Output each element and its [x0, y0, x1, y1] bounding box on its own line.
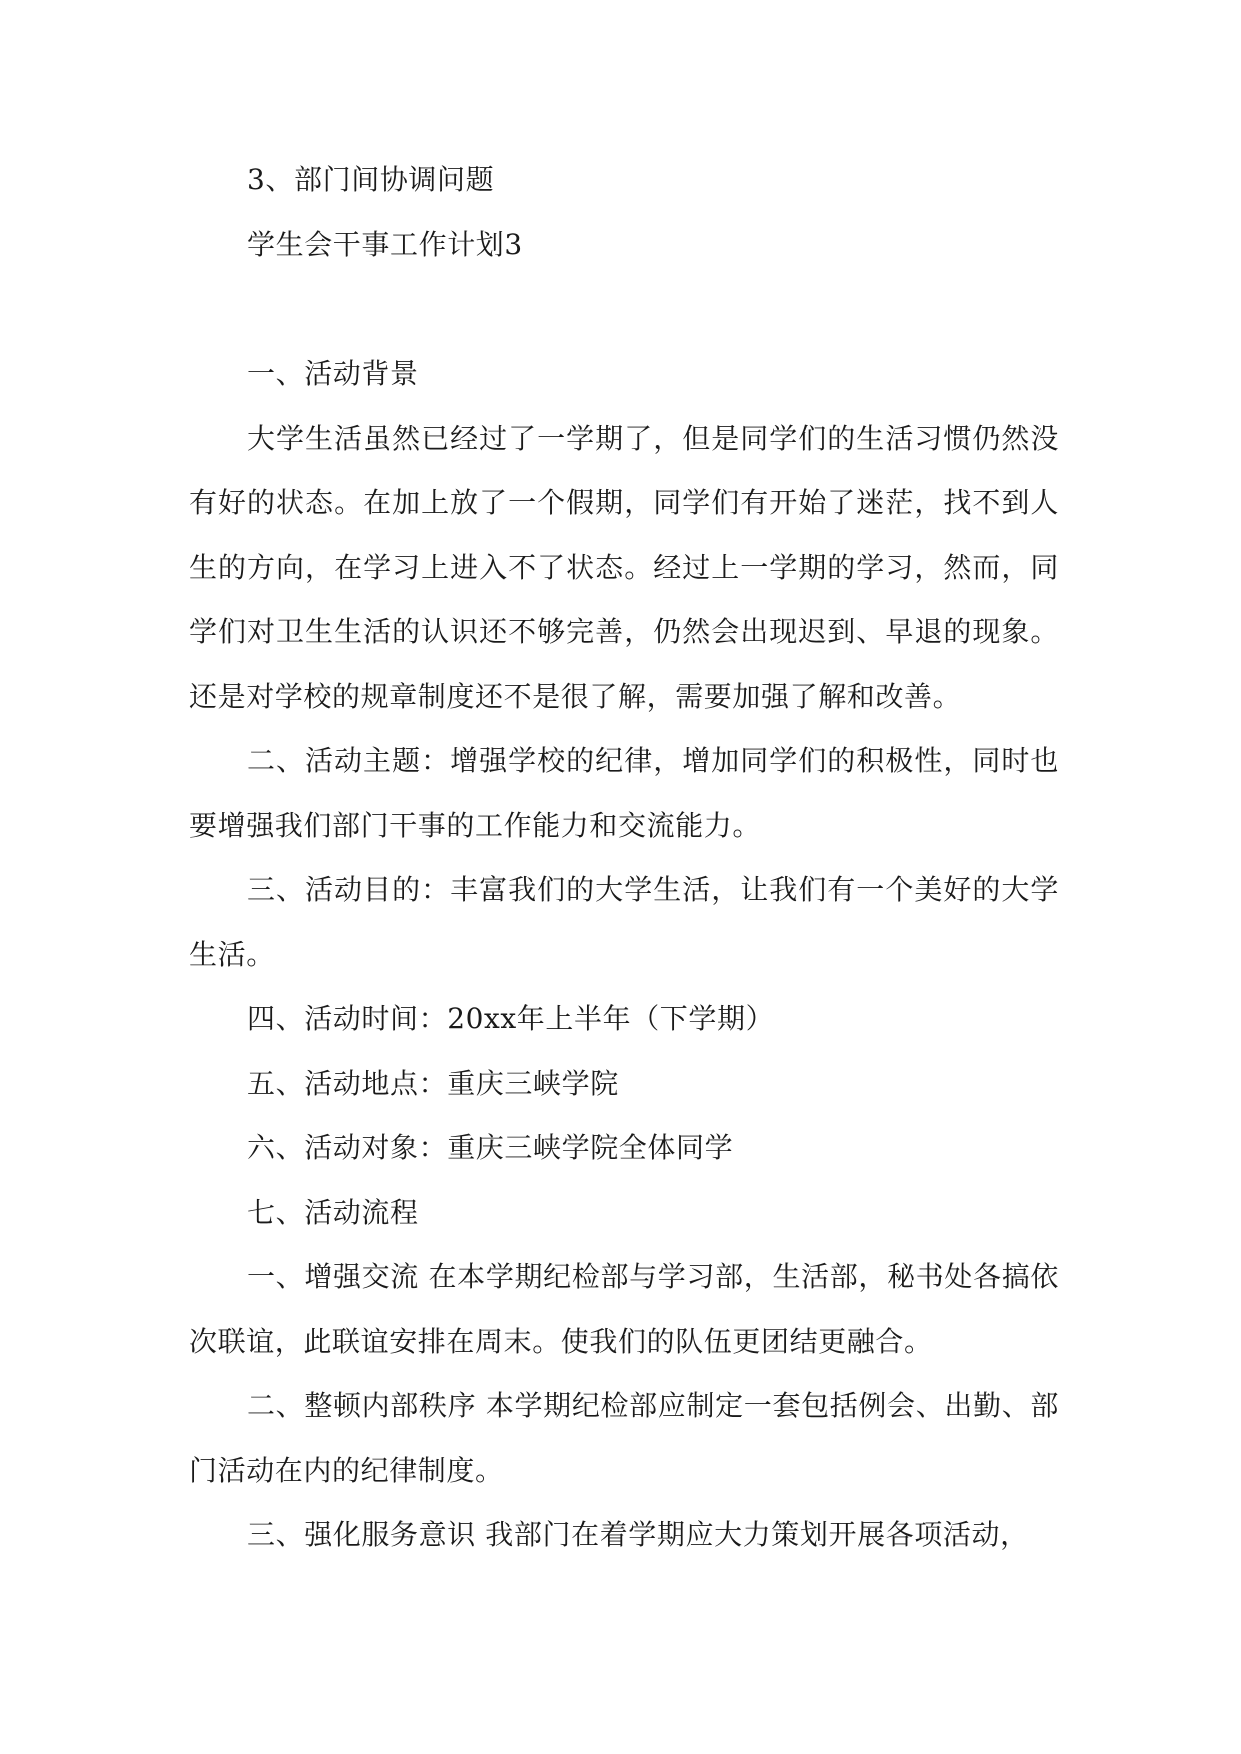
list-item-coordination-issue: 3、部门间协调问题 — [247, 163, 495, 196]
paragraph-background-body: 大学生活虽然已经过了一学期了，但是同学们的生活习惯仍然没有好的状态。在加上放了一个假期，同学们有开始了迷茫，找不到人生的方向，在学习上进入不了状态。经过上一学期的学习，然而，同学们对卫生生活的认识还不够完善，仍然会出现迟到、早退的现象。还是对学校的规章制度还不是很了解，需要加强了解和改善。 — [189, 421, 1059, 713]
section-title-work-plan: 学生会干事工作计划3 — [247, 227, 523, 261]
paragraph-process-exchange: 一、增强交流 在本学期纪检部与学习部，生活部，秘书处各搞依次联谊，此联谊安排在周末。使我们的队伍更团结更融合。 — [189, 1260, 1059, 1358]
paragraph-activity-purpose: 三、活动目的：丰富我们的大学生活，让我们有一个美好的大学生活。 — [189, 873, 1059, 971]
paragraph-activity-time: 四、活动时间：20xx年上半年（下学期） — [247, 1002, 775, 1035]
blank-line — [189, 277, 1059, 342]
heading-activity-background: 一、活动背景 — [247, 357, 419, 390]
paragraph-activity-audience: 六、活动对象：重庆三峡学院全体同学 — [247, 1131, 734, 1164]
document-body — [189, 148, 1059, 1568]
paragraph-activity-theme: 二、活动主题：增强学校的纪律，增加同学们的积极性，同时也要增强我们部门干事的工作能力和交流能力。 — [189, 744, 1059, 842]
paragraph-process-service: 三、强化服务意识 我部门在着学期应大力策划开展各项活动， — [247, 1518, 1029, 1551]
heading-activity-process: 七、活动流程 — [247, 1195, 419, 1229]
paragraph-process-internal-order: 二、整顿内部秩序 本学期纪检部应制定一套包括例会、出勤、部门活动在内的纪律制度。 — [189, 1389, 1059, 1487]
paragraph-activity-location: 五、活动地点：重庆三峡学院 — [247, 1066, 619, 1100]
